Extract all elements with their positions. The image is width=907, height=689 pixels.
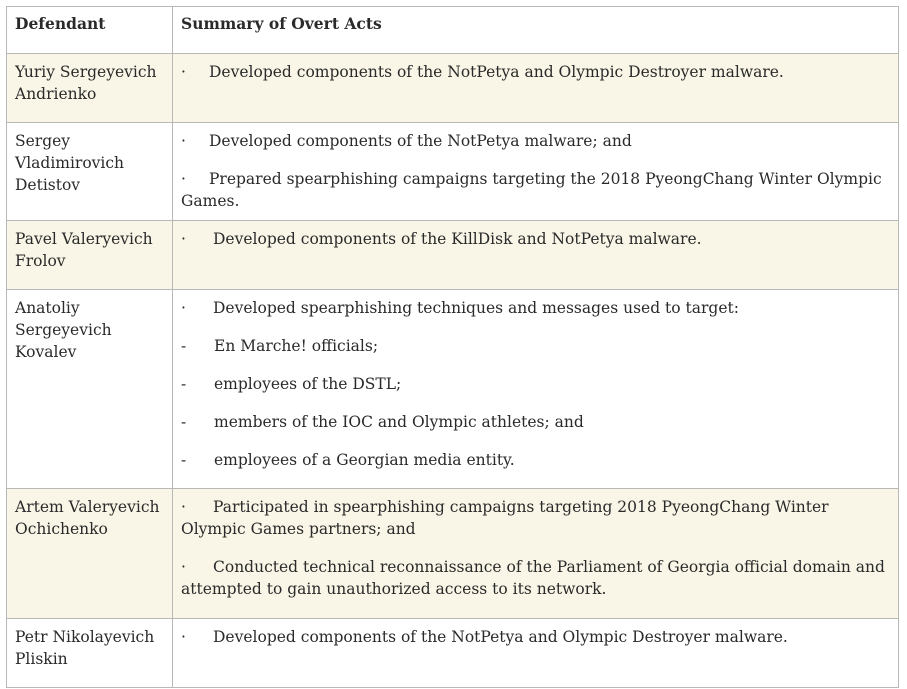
overt-act-text: Developed components of the NotPetya and Olympic Destroyer malware. (209, 63, 784, 81)
overt-acts-table-container (6, 6, 899, 688)
bullet-marker: · (181, 299, 186, 317)
overt-acts-table (6, 6, 899, 688)
overt-act-text: Developed spearphishing techniques and messages used to target: (213, 299, 739, 317)
table-row (7, 489, 899, 619)
dash-marker: - (181, 451, 187, 469)
overt-act-text: Prepared spearphishing campaigns targeting the 2018 PyeongChang Winter Olympic Games. (181, 170, 882, 210)
bullet-marker: · (181, 63, 186, 81)
overt-act-item (181, 130, 890, 152)
overt-act-subitem (181, 373, 890, 395)
overt-act-subitem (181, 335, 890, 357)
bullet-marker: · (181, 132, 186, 150)
overt-act-subitem (181, 449, 890, 471)
overt-act-item (181, 168, 890, 212)
table-row (7, 123, 899, 221)
table-row (7, 54, 899, 123)
table-row (7, 221, 899, 290)
summary-cell (173, 221, 899, 290)
overt-act-text: Conducted technical reconnaissance of the Parliament of Georgia official domain and attempted to gain unauthorized access to its network. (181, 558, 885, 598)
summary-cell (173, 619, 899, 688)
overt-act-text: Developed components of the NotPetya and Olympic Destroyer malware. (213, 628, 788, 646)
defendant-cell: Yuriy Sergeyevich Andrienko (7, 54, 173, 123)
bullet-marker: · (181, 628, 186, 646)
dash-marker: - (181, 413, 187, 431)
table-row (7, 619, 899, 688)
overt-act-item (181, 61, 890, 83)
dash-marker: - (181, 375, 187, 393)
table-row (7, 290, 899, 489)
overt-act-item (181, 297, 890, 319)
defendant-cell: Petr Nikolayevich Pliskin (7, 619, 173, 688)
overt-act-text: members of the IOC and Olympic athletes; and (214, 413, 584, 431)
bullet-marker: · (181, 558, 186, 576)
overt-act-text: employees of a Georgian media entity. (214, 451, 515, 469)
overt-act-item (181, 228, 890, 250)
overt-act-text: Developed components of the NotPetya malware; and (209, 132, 632, 150)
overt-act-text: employees of the DSTL; (214, 375, 402, 393)
bullet-marker: · (181, 230, 186, 248)
overt-act-item (181, 496, 890, 540)
defendant-cell: Sergey Vladimirovich Detistov (7, 123, 173, 221)
defendant-cell: Pavel Valeryevich Frolov (7, 221, 173, 290)
overt-act-text: Developed components of the KillDisk and NotPetya malware. (213, 230, 702, 248)
bullet-marker: · (181, 170, 186, 188)
defendant-cell: Artem Valeryevich Ochichenko (7, 489, 173, 619)
summary-cell (173, 290, 899, 489)
summary-column-header: Summary of Overt Acts (173, 7, 899, 54)
summary-cell (173, 54, 899, 123)
header-row (7, 7, 899, 54)
bullet-marker: · (181, 498, 186, 516)
overt-act-text: Participated in spearphishing campaigns targeting 2018 PyeongChang Winter Olympic Games partners; and (181, 498, 829, 538)
defendant-cell: Anatoliy Sergeyevich Kovalev (7, 290, 173, 489)
overt-act-item (181, 626, 890, 648)
summary-cell (173, 489, 899, 619)
overt-act-item (181, 556, 890, 600)
overt-act-subitem (181, 411, 890, 433)
overt-act-text: En Marche! officials; (214, 337, 379, 355)
defendant-column-header: Defendant (7, 7, 173, 54)
dash-marker: - (181, 337, 187, 355)
summary-cell (173, 123, 899, 221)
